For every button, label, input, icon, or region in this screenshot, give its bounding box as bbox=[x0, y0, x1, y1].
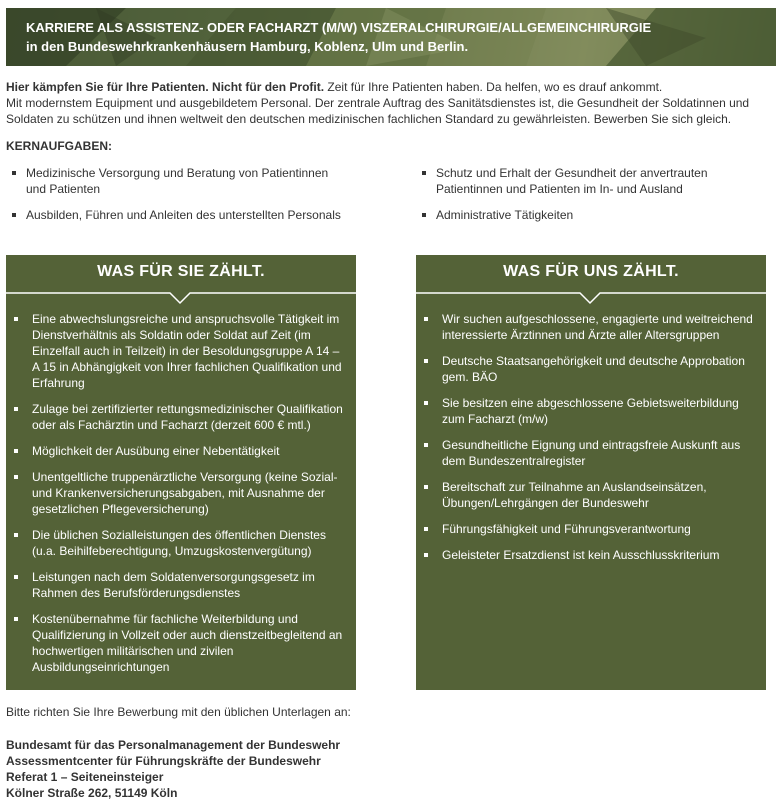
address-line: Kölner Straße 262, 51149 Köln bbox=[6, 786, 178, 800]
address-line: Bundesamt für das Personalmanagement der Bundeswehr bbox=[6, 738, 341, 752]
list-item: Eine abwechslungsreiche und anspruchsvolle Tätigkeit im Dienstverhältnis als Soldatin oder Soldat auf Zeit (im Einzelfall auch in Teilzeit) in der Besoldungsgruppe A 14 – A 15 in Abhängigkeit von Ihrer fachlichen Qualifikation und Erfahrung bbox=[6, 311, 354, 391]
banner-line-2: in den Bundeswehrkrankenhäusern Hamburg, Koblenz, Ulm und Berlin. bbox=[26, 39, 469, 54]
list-item: Möglichkeit der Ausübung einer Nebentätigkeit bbox=[6, 443, 354, 459]
intro-line-2: Mit modernstem Equipment und ausgebildetem Personal. Der zentrale Auftrag des Sanitätsdienstes ist, die Gesundheit der Soldatinnen und bbox=[6, 96, 750, 110]
kernaufgaben-title: KERNAUFGABEN: bbox=[6, 139, 112, 153]
kernaufgaben-list-left bbox=[6, 165, 346, 233]
list-item: Zulage bei zertifizierter rettungsmedizinischer Qualifikation oder als Fachärztin und Facharzt (derzeit 600 € mtl.) bbox=[6, 401, 354, 433]
list-item: Die üblichen Sozialleistungen des öffentlichen Dienstes (u.a. Beihilfeberechtigung, Umzugskostenvergütung) bbox=[6, 527, 354, 559]
list-item: Kostenübernahme für fachliche Weiterbildung und Qualifizierung in Vollzeit oder auch dienstzeitbegleitend an hochwertigen militärischen und zivilen Ausbildungseinrichtungen bbox=[6, 611, 354, 675]
list-item: Medizinische Versorgung und Beratung von Patientinnen und Patienten bbox=[6, 165, 346, 197]
banner-line-1: KARRIERE ALS ASSISTENZ- ODER FACHARZT (M/W) VISZERALCHIRURGIE/ALLGEMEINCHIRURGIE bbox=[26, 20, 652, 35]
list-item: Sie besitzen eine abgeschlossene Gebietsweiterbildung zum Facharzt (m/w) bbox=[416, 395, 764, 427]
postal-address bbox=[6, 737, 351, 801]
chevron-down-icon bbox=[6, 289, 356, 305]
requirements-title: WAS FÜR UNS ZÄHLT. bbox=[503, 263, 679, 280]
list-item: Ausbilden, Führen und Anleiten des unterstellten Personals bbox=[6, 207, 346, 223]
benefits-box bbox=[6, 255, 356, 690]
list-item: Administrative Tätigkeiten bbox=[416, 207, 756, 223]
benefits-title: WAS FÜR SIE ZÄHLT. bbox=[97, 263, 265, 280]
requirements-box bbox=[416, 255, 766, 690]
list-item: Bereitschaft zur Teilnahme an Auslandseinsätzen, Übungen/Lehrgängen der Bundeswehr bbox=[416, 479, 764, 511]
application-note: Bitte richten Sie Ihre Bewerbung mit den üblichen Unterlagen an: bbox=[6, 705, 351, 719]
list-item: Wir suchen aufgeschlossene, engagierte und weitreichend interessierte Ärztinnen und Ärzte aller Altersgruppen bbox=[416, 311, 764, 343]
list-item: Geleisteter Ersatzdienst ist kein Ausschlusskriterium bbox=[416, 547, 764, 563]
address-line: Assessmentcenter für Führungskräfte der Bundeswehr bbox=[6, 754, 321, 768]
chevron-down-icon bbox=[416, 289, 766, 305]
list-item: Gesundheitliche Eignung und eintragsfreie Auskunft aus dem Bundeszentralregister bbox=[416, 437, 764, 469]
header-banner bbox=[6, 8, 776, 66]
address-line: Referat 1 – Seiteneinsteiger bbox=[6, 770, 164, 784]
list-item: Unentgeltliche truppenärztliche Versorgung (keine Sozial- und Krankenversicherungsabgaben, mit Ausnahme der gesetzlichen Pflegeversicherung) bbox=[6, 469, 354, 517]
list-item: Leistungen nach dem Soldatenversorgungsgesetz im Rahmen des Berufsförderungsdienstes bbox=[6, 569, 354, 601]
list-item: Führungsfähigkeit und Führungsverantwortung bbox=[416, 521, 764, 537]
intro-line-3: Soldaten zu schützen und ihnen weltweit den deutschen medizinischen fachlichen Standard zu gewährleisten. Bewerben Sie sich gleich. bbox=[6, 112, 732, 126]
intro-text bbox=[6, 79, 778, 127]
requirements-list bbox=[416, 311, 764, 573]
benefits-list bbox=[6, 311, 354, 685]
kernaufgaben-list-right bbox=[416, 165, 756, 233]
intro-lead-rest: Zeit für Ihre Patienten haben. Da helfen, wo es drauf ankommt. bbox=[324, 80, 663, 94]
application-footer bbox=[6, 704, 351, 801]
intro-line-1 bbox=[6, 79, 778, 95]
list-item: Deutsche Staatsangehörigkeit und deutsche Approbation gem. BÄO bbox=[416, 353, 764, 385]
intro-lead: Hier kämpfen Sie für Ihre Patienten. Nicht für den Profit. bbox=[6, 80, 325, 94]
banner-title bbox=[26, 18, 651, 56]
list-item: Schutz und Erhalt der Gesundheit der anvertrauten Patientinnen und Patienten im In- und Ausland bbox=[416, 165, 756, 197]
